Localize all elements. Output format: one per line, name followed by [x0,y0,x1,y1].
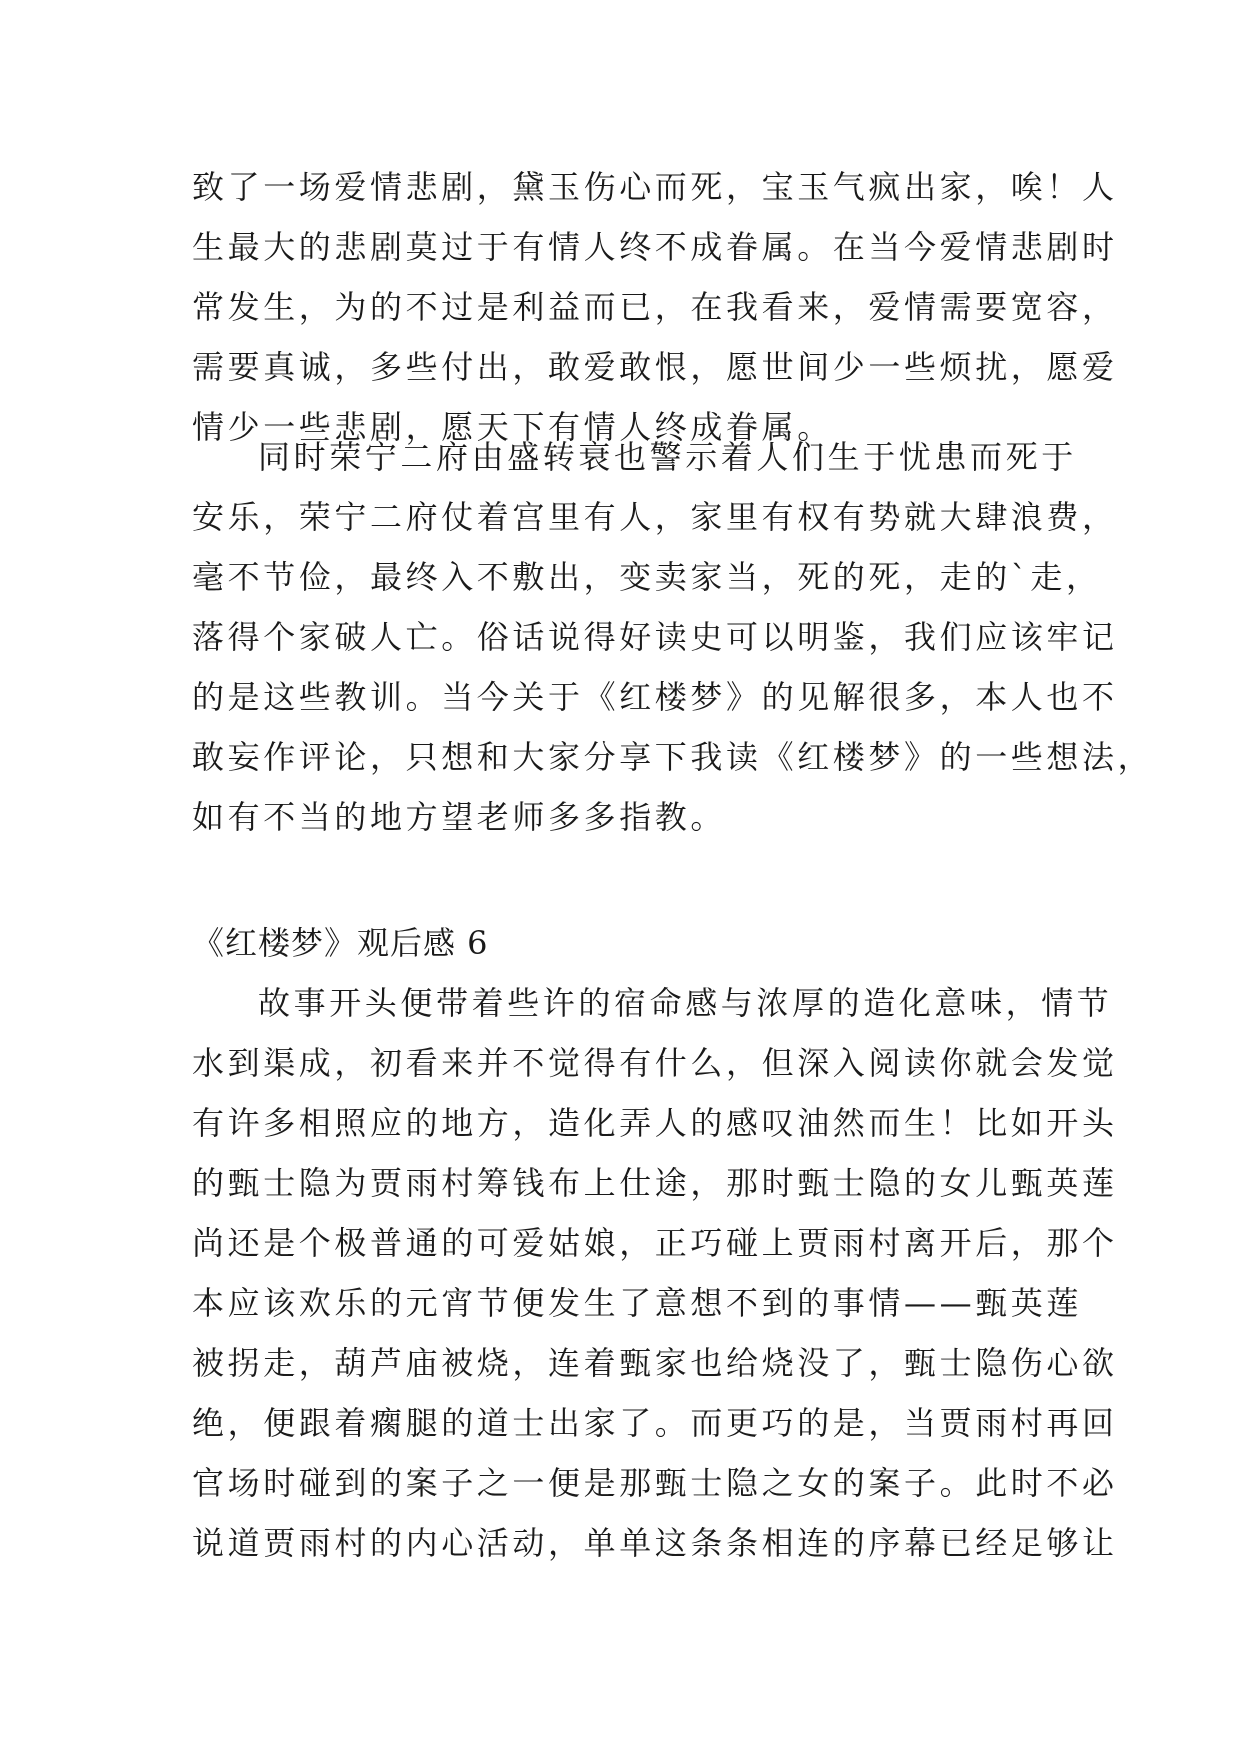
paragraph-line: 常发生，为的不过是利益而已，在我看来，爱情需要宽容， [192,288,1118,326]
paragraph-line: 有许多相照应的地方，造化弄人的感叹油然而生！比如开头 [192,1104,1118,1142]
paragraph-line: 水到渠成，初看来并不觉得有什么，但深入阅读你就会发觉 [192,1044,1118,1082]
paragraph-line: 的甄士隐为贾雨村筹钱布上仕途，那时甄士隐的女儿甄英莲 [192,1164,1118,1202]
paragraph-line: 的是这些教训。当今关于《红楼梦》的见解很多，本人也不 [192,678,1118,716]
paragraph-line: 故事开头便带着些许的宿命感与浓厚的造化意味，情节 [258,984,1113,1022]
paragraph-line: 毫不节俭，最终入不敷出，变卖家当，死的死，走的`走， [192,558,1102,596]
paragraph-line: 绝，便跟着瘸腿的道士出家了。而更巧的是，当贾雨村再回 [192,1404,1118,1442]
paragraph-line: 本应该欢乐的元宵节便发生了意想不到的事情——甄英莲 [192,1284,1083,1322]
paragraph-line: 如有不当的地方望老师多多指教。 [192,798,727,836]
paragraph-line: 需要真诚，多些付出，敢爱敢恨，愿世间少一些烦扰，愿爱 [192,348,1118,386]
section-title: 《红楼梦》观后感 6 [192,924,489,962]
paragraph-line: 生最大的悲剧莫过于有情人终不成眷属。在当今爱情悲剧时 [192,228,1118,266]
paragraph-line: 官场时碰到的案子之一便是那甄士隐之女的案子。此时不必 [192,1464,1118,1502]
paragraph-line: 敢妄作评论，只想和大家分享下我读《红楼梦》的一些想法， [192,738,1154,776]
paragraph-line: 情少一些悲剧，愿天下有情人终成眷属。 [192,408,833,446]
paragraph-line: 说道贾雨村的内心活动，单单这条条相连的序幕已经足够让 [192,1524,1118,1562]
paragraph-story-opening [192,973,1118,1573]
paragraph-line: 尚还是个极普通的可爱姑娘，正巧碰上贾雨村离开后，那个 [192,1224,1118,1262]
paragraph-line: 致了一场爱情悲剧，黛玉伤心而死，宝玉气疯出家，唉！人 [192,168,1118,206]
paragraph-line: 落得个家破人亡。俗话说得好读史可以明鉴，我们应该牢记 [192,618,1118,656]
paragraph-line: 安乐，荣宁二府仗着宫里有人，家里有权有势就大肆浪费， [192,498,1118,536]
paragraph-line: 同时荣宁二府由盛转衰也警示着人们生于忧患而死于 [258,438,1077,476]
paragraph-rongning [192,427,1154,847]
paragraph-line: 被拐走，葫芦庙被烧，连着甄家也给烧没了，甄士隐伤心欲 [192,1344,1118,1382]
